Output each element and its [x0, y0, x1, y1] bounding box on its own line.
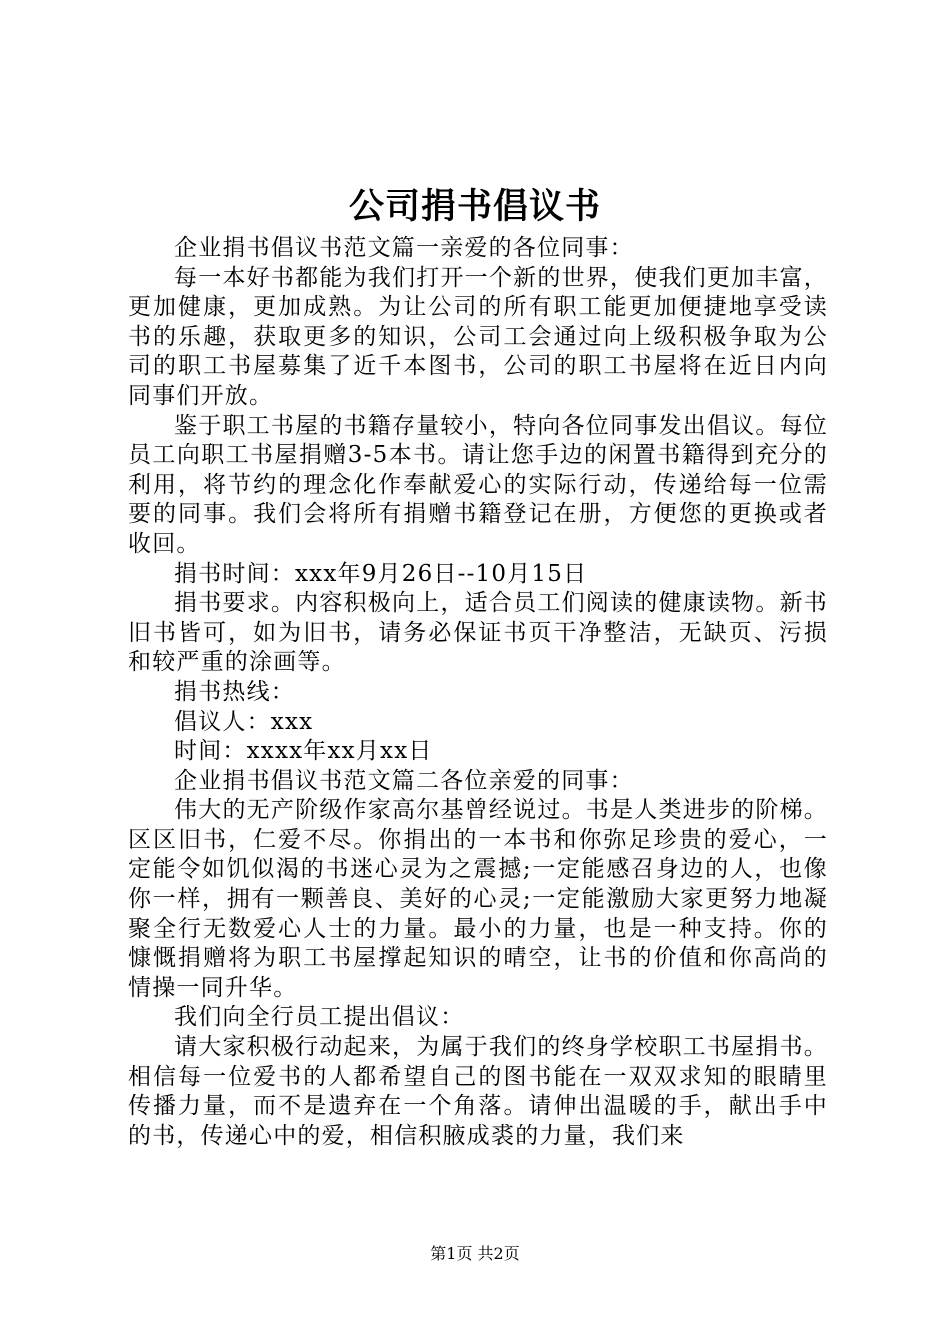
paragraph-greeting-1: 企业捐书倡议书范文篇一亲爱的各位同事：: [174, 235, 634, 261]
paragraph-action: 请大家积极行动起来，为属于我们的终身学校职工书屋捐书。相信每一位爱书的人都希望自己的图书能在一双双求知的眼睛里传播力量，而不是遗弃在一个角落。请伸出温暖的手，献出手中的书，传递心中的爱，相信积腋成裘的力量，我们来: [128, 1034, 828, 1149]
paragraph-greeting-2: 企业捐书倡议书范文篇二各位亲爱的同事：: [174, 767, 634, 794]
paragraph-initiator: 倡议人：xxx: [174, 708, 314, 735]
document-title: 公司捐书倡议书: [348, 187, 601, 227]
paragraph-donation-requirements: 捐书要求。内容积极向上，适合员工们阅读的健康读物。新书旧书皆可，如为旧书，请务必保证书页干净整洁，无缺页、污损和较严重的涂画等。: [128, 590, 828, 676]
paragraph-gorky-quote: 伟大的无产阶级作家高尔基曾经说过。书是人类进步的阶梯。区区旧书，仁爱不尽。你捐出的一本书和你弥足珍贵的爱心，一定能令如饥似渴的书迷心灵为之震撼;一定能感召身边的人，也像你一样，拥有一颗善良、美好的心灵;一定能激励大家更努力地凝聚全行无数爱心人士的力量。最小的力量，也是一种支持。你的慷慨捐赠将为职工书屋撑起知识的晴空，让书的价值和你高尚的情操一同升华。: [128, 797, 828, 1001]
page-number-footer: 第1页 共2页: [430, 1244, 520, 1263]
paragraph-intro: 每一本好书都能为我们打开一个新的世界，使我们更加丰富，更加健康，更加成熟。为让公司的所有职工能更加便捷地享受读书的乐趣，获取更多的知识，公司工会通过向上级积极争取为公司的职工书屋募集了近千本图书，公司的职工书屋将在近日内向同事们开放。: [128, 264, 828, 409]
paragraph-proposal: 鉴于职工书屋的书籍存量较小，特向各位同事发出倡议。每位员工向职工书屋捐赠3-5本书。请让您手边的闲置书籍得到充分的利用，将节约的理念化作奉献爱心的实际行动，传递给每一位需要的同事。我们会将所有捐赠书籍登记在册，方便您的更换或者收回。: [128, 412, 828, 557]
paragraph-donation-time: 捐书时间：xxx年9月26日--10月15日: [174, 560, 588, 587]
paragraph-call-to-staff: 我们向全行员工提出倡议：: [174, 1004, 465, 1031]
document-body: [128, 234, 828, 1151]
paragraph-date: 时间：xxxx年xx月xx日: [174, 738, 433, 765]
paragraph-hotline: 捐书热线：: [174, 678, 295, 705]
